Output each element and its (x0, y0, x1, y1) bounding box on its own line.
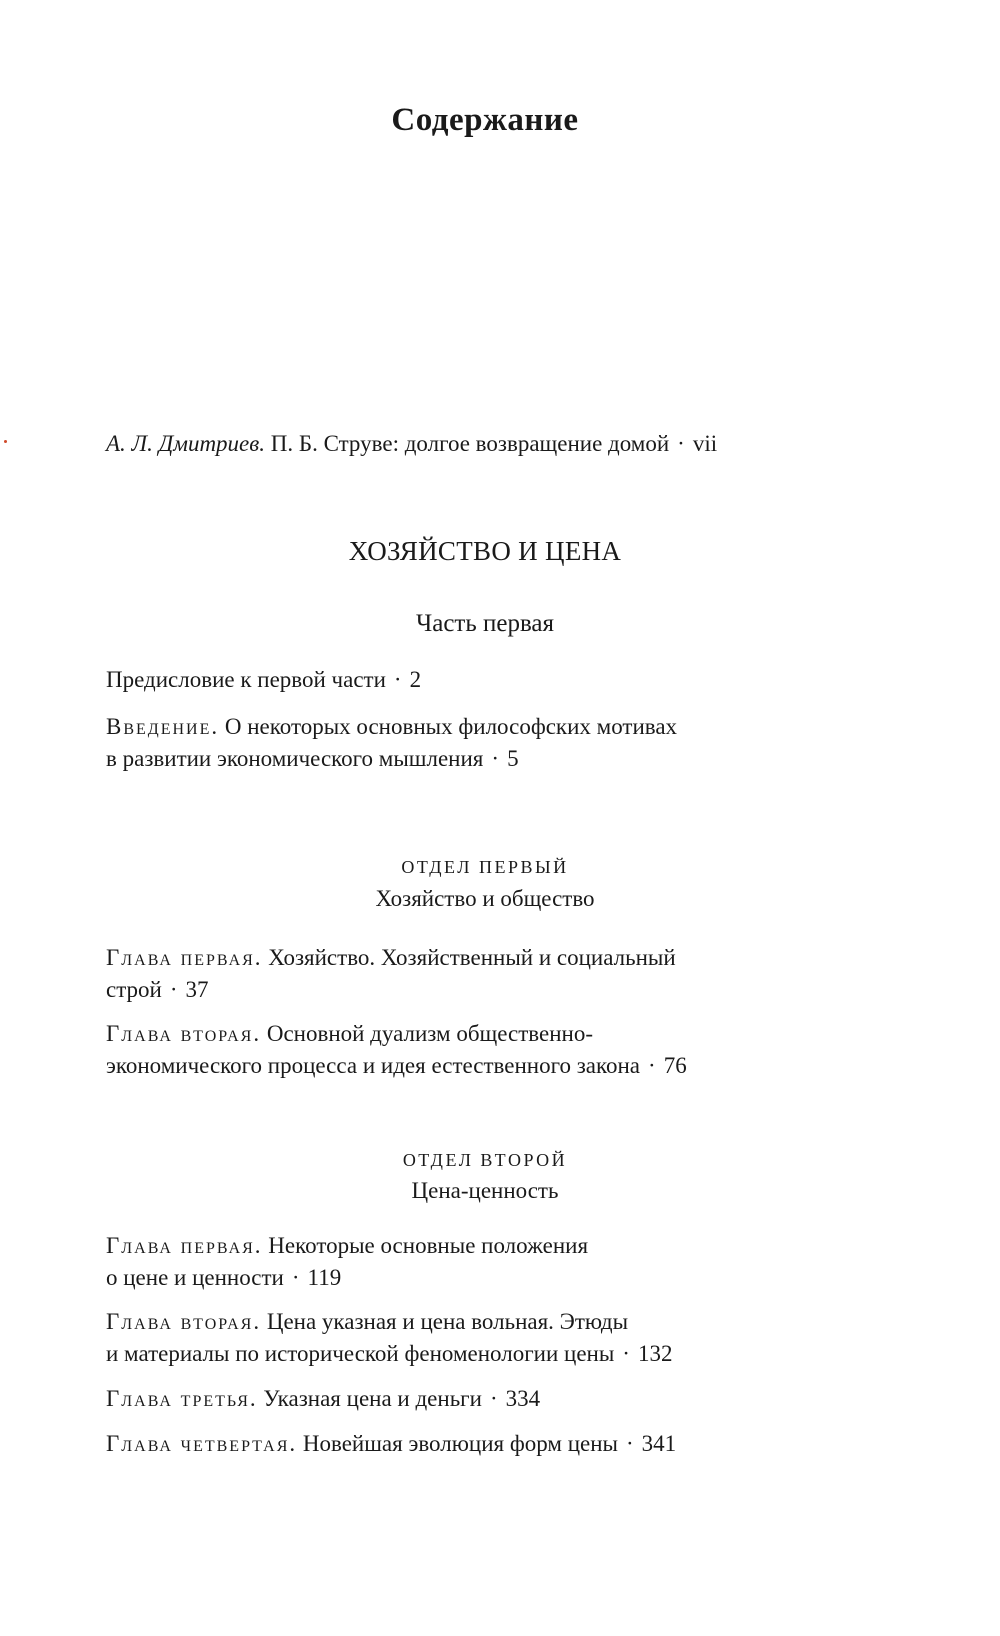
intro-author: А. Л. Дмитриев. (106, 431, 265, 456)
entry-line-2 (106, 1050, 687, 1082)
page-number: 341 (641, 1431, 677, 1456)
entry-line-2 (106, 1262, 588, 1294)
page-number: 5 (507, 746, 519, 771)
page-number: 334 (505, 1386, 541, 1411)
page-number: 119 (307, 1265, 342, 1290)
entry-line-2 (106, 974, 676, 1006)
separator-dot: · (291, 1265, 300, 1290)
entry-title: Цена указная и цена вольная. Этюды (266, 1309, 629, 1334)
part-title: Часть первая (415, 610, 555, 637)
toc-entry-chapter[interactable] (106, 1018, 687, 1082)
entry-title: О некоторых основных философских мотивах (224, 714, 678, 739)
entry-title-continued: экономического процесса и идея естественного закона (106, 1053, 641, 1078)
separator-dot: · (622, 1341, 630, 1366)
entry-title-continued: в развитии экономического мышления (106, 746, 484, 771)
division-2-title: Цена-ценность (411, 1178, 559, 1203)
entry-label: Глава первая. (106, 945, 263, 970)
separator-dot: · (489, 1386, 498, 1411)
separator-dot: · (625, 1431, 634, 1456)
separator-dot: · (491, 746, 500, 771)
page-number: 76 (663, 1053, 687, 1078)
page-number: 37 (185, 977, 209, 1002)
division-2-label: ОТДЕЛ ВТОРОЙ (402, 1150, 568, 1170)
separator-dot: · (677, 431, 685, 456)
entry-line-1 (106, 1306, 672, 1338)
entry-line-1 (106, 711, 677, 743)
entry-title: Указная цена и деньги (263, 1386, 482, 1411)
scan-mark (4, 440, 7, 443)
page-number: 2 (409, 667, 422, 692)
page-number: vii (692, 431, 718, 456)
book-title: ХОЗЯЙСТВО И ЦЕНА (348, 536, 622, 566)
toc-entry-introduction[interactable] (106, 711, 677, 775)
separator-dot: · (393, 667, 402, 692)
entry-title: Хозяйство. Хозяйственный и социальный (268, 945, 676, 970)
separator-dot: · (648, 1053, 656, 1078)
page-title: Содержание (391, 102, 579, 138)
separator-dot: · (169, 977, 178, 1002)
toc-entry-chapter[interactable] (106, 1230, 588, 1294)
toc-entry-chapter[interactable] (106, 942, 676, 1006)
entry-title-continued: строй (106, 977, 162, 1002)
toc-entry-intro[interactable] (106, 428, 717, 460)
division-1-label: ОТДЕЛ ПЕРВЫЙ (401, 857, 569, 877)
entry-label: Глава четвертая. (106, 1431, 298, 1456)
toc-entry-chapter[interactable] (106, 1306, 672, 1370)
toc-entry-chapter[interactable] (106, 1383, 540, 1415)
page-number: 132 (637, 1341, 673, 1366)
entry-label: Глава вторая. (106, 1021, 262, 1046)
entry-title-continued: и материалы по исторической феноменологии цены (106, 1341, 615, 1366)
entry-title-continued: о цене и ценности (106, 1265, 284, 1290)
entry-line-1 (106, 1018, 687, 1050)
entry-title: Предисловие к первой части (106, 667, 386, 692)
toc-entry-chapter[interactable] (106, 1428, 676, 1460)
division-1-title: Хозяйство и общество (375, 886, 595, 911)
entry-line-2 (106, 1338, 672, 1370)
toc-entry-preface[interactable] (106, 664, 421, 696)
entry-line-1 (106, 942, 676, 974)
entry-line-1 (106, 1230, 588, 1262)
entry-label: Глава первая. (106, 1233, 263, 1258)
entry-line-2 (106, 743, 677, 775)
entry-title: Новейшая эволюция форм цены (302, 1431, 618, 1456)
entry-label: Введение. (106, 714, 220, 739)
entry-label: Глава вторая. (106, 1309, 262, 1334)
intro-title: П. Б. Струве: долгое возвращение домой (270, 431, 670, 456)
entry-title: Основной дуализм общественно- (266, 1021, 594, 1046)
entry-label: Глава третья. (106, 1386, 258, 1411)
entry-title: Некоторые основные положения (268, 1233, 589, 1258)
